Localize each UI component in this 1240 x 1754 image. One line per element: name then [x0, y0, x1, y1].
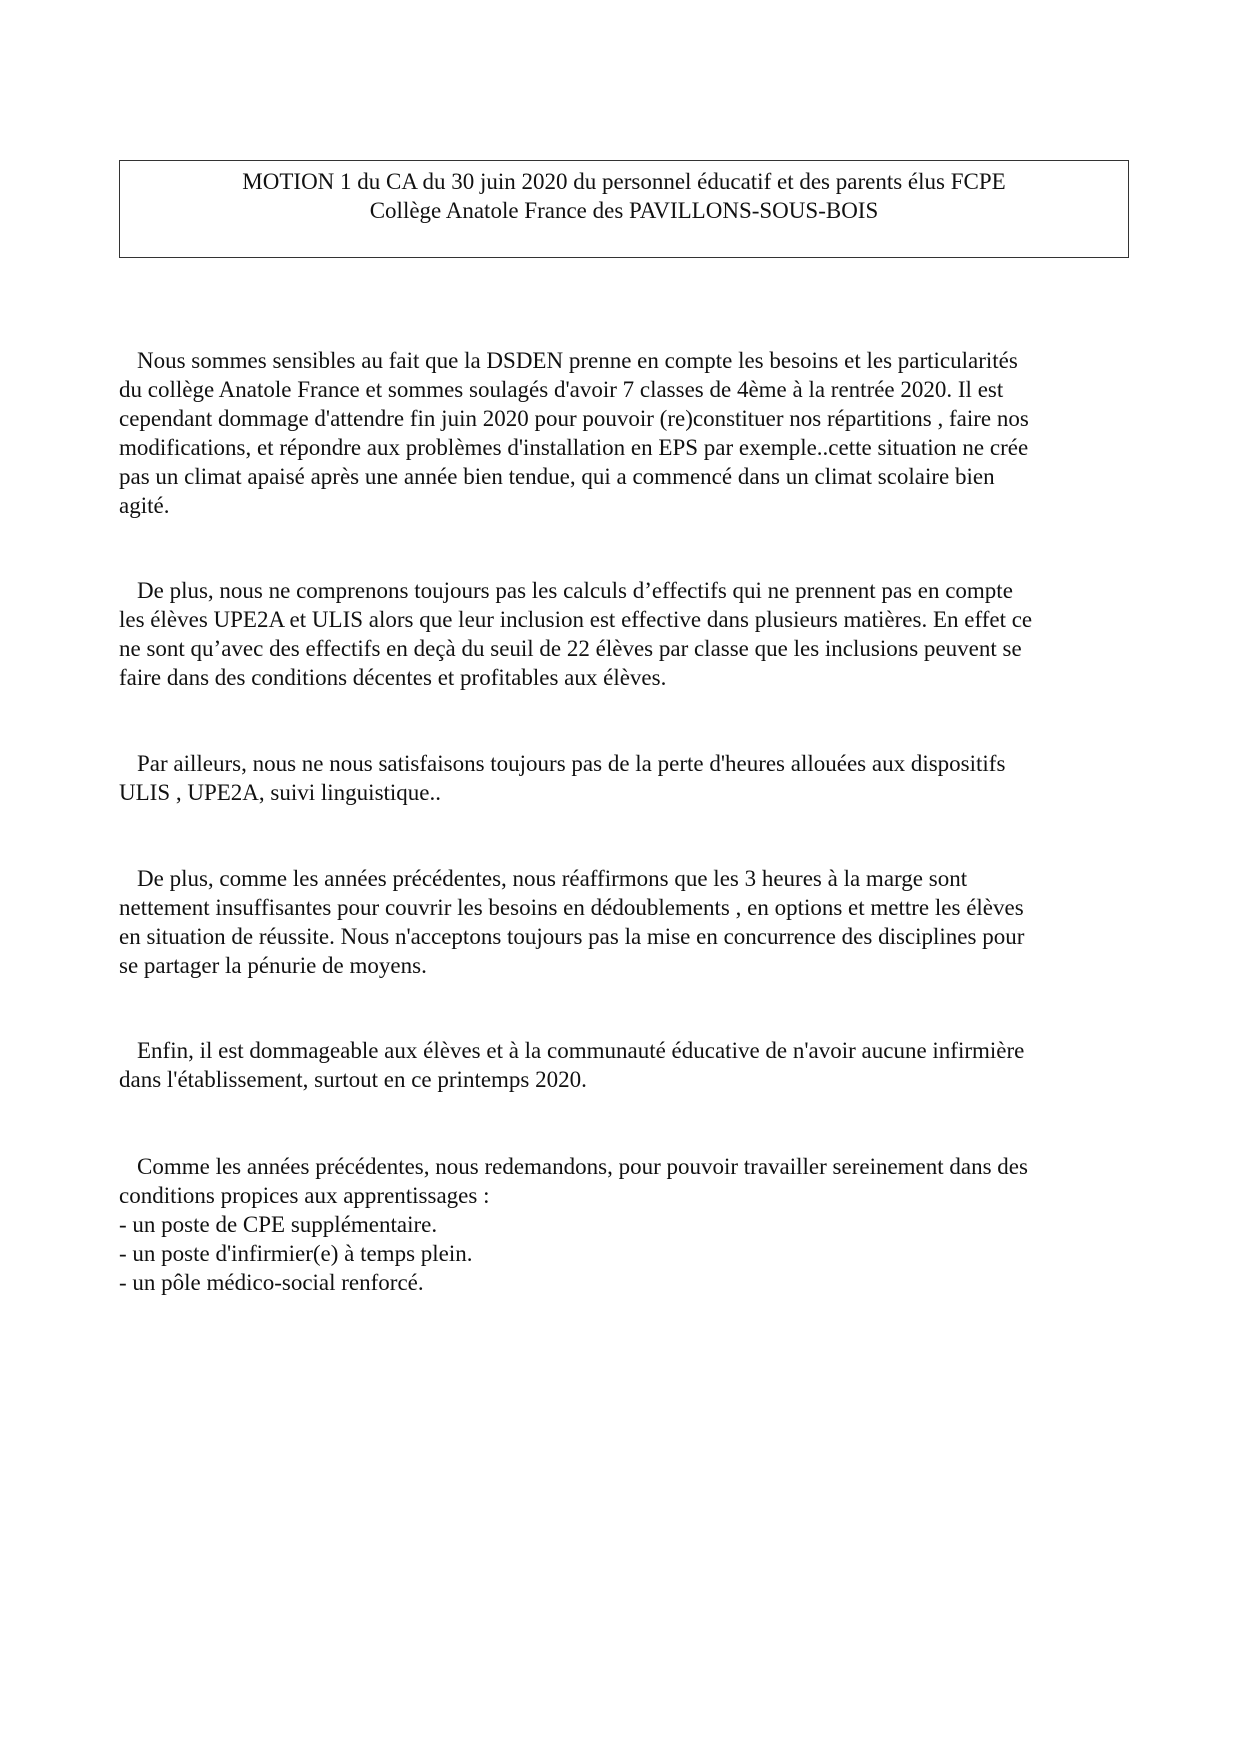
paragraph-line: De plus, nous ne comprenons toujours pas les calculs d’effectifs qui ne prennent pas en compte — [137, 578, 1013, 603]
paragraph-line: se partager la pénurie de moyens. — [119, 953, 427, 978]
paragraph-line: en situation de réussite. Nous n'acceptons toujours pas la mise en concurrence des disciplines pour — [119, 924, 1025, 949]
motion-title-line-2: Collège Anatole France des PAVILLONS-SOUS-BOIS — [369, 198, 879, 223]
paragraph-heures-allouees — [119, 749, 1131, 807]
paragraph-line: du collège Anatole France et sommes soulagés d'avoir 7 classes de 4ème à la rentrée 2020. Il est — [119, 377, 1004, 402]
paragraph-line: conditions propices aux apprentissages : — [119, 1183, 490, 1208]
paragraph-demandes — [119, 1152, 1131, 1297]
paragraph-line: Enfin, il est dommageable aux élèves et à la communauté éducative de n'avoir aucune infirmière — [137, 1038, 1025, 1063]
paragraph-line: ULIS , UPE2A, suivi linguistique.. — [119, 780, 442, 805]
list-item: - un poste de CPE supplémentaire. — [119, 1212, 438, 1237]
paragraph-line: les élèves UPE2A et ULIS alors que leur inclusion est effective dans plusieurs matières. En effet ce — [119, 607, 1033, 632]
paragraph-line: faire dans des conditions décentes et profitables aux élèves. — [119, 665, 667, 690]
paragraph-line: Nous sommes sensibles au fait que la DSDEN prenne en compte les besoins et les particularités — [137, 348, 1018, 373]
paragraph-line: nettement insuffisantes pour couvrir les besoins en dédoublements , en options et mettre les élèves — [119, 895, 1024, 920]
paragraph-line: dans l'établissement, surtout en ce printemps 2020. — [119, 1067, 587, 1092]
paragraph-line: agité. — [119, 493, 170, 518]
paragraph-line: Comme les années précédentes, nous redemandons, pour pouvoir travailler sereinement dans des — [137, 1154, 1028, 1179]
paragraph-line: Par ailleurs, nous ne nous satisfaisons toujours pas de la perte d'heures allouées aux dispositifs — [137, 751, 1006, 776]
paragraph-dsden — [119, 346, 1131, 520]
paragraph-line: ne sont qu’avec des effectifs en deçà du seuil de 22 élèves par classe que les inclusions peuvent se — [119, 636, 1022, 661]
motion-title-box — [119, 160, 1129, 258]
paragraph-line: De plus, comme les années précédentes, nous réaffirmons que les 3 heures à la marge sont — [137, 866, 968, 891]
paragraph-line: pas un climat apaisé après une année bien tendue, qui a commencé dans un climat scolaire bien — [119, 464, 995, 489]
list-item: - un poste d'infirmier(e) à temps plein. — [119, 1241, 473, 1266]
list-item: - un pôle médico-social renforcé. — [119, 1270, 424, 1295]
paragraph-line: cependant dommage d'attendre fin juin 2020 pour pouvoir (re)constituer nos répartitions , faire nos — [119, 406, 1029, 431]
paragraph-marge — [119, 864, 1131, 980]
paragraph-infirmiere — [119, 1036, 1131, 1094]
motion-title-line-1: MOTION 1 du CA du 30 juin 2020 du personnel éducatif et des parents élus FCPE — [242, 169, 1006, 194]
paragraph-line: modifications, et répondre aux problèmes d'installation en EPS par exemple..cette situation ne crée — [119, 435, 1029, 460]
paragraph-effectifs — [119, 576, 1131, 692]
